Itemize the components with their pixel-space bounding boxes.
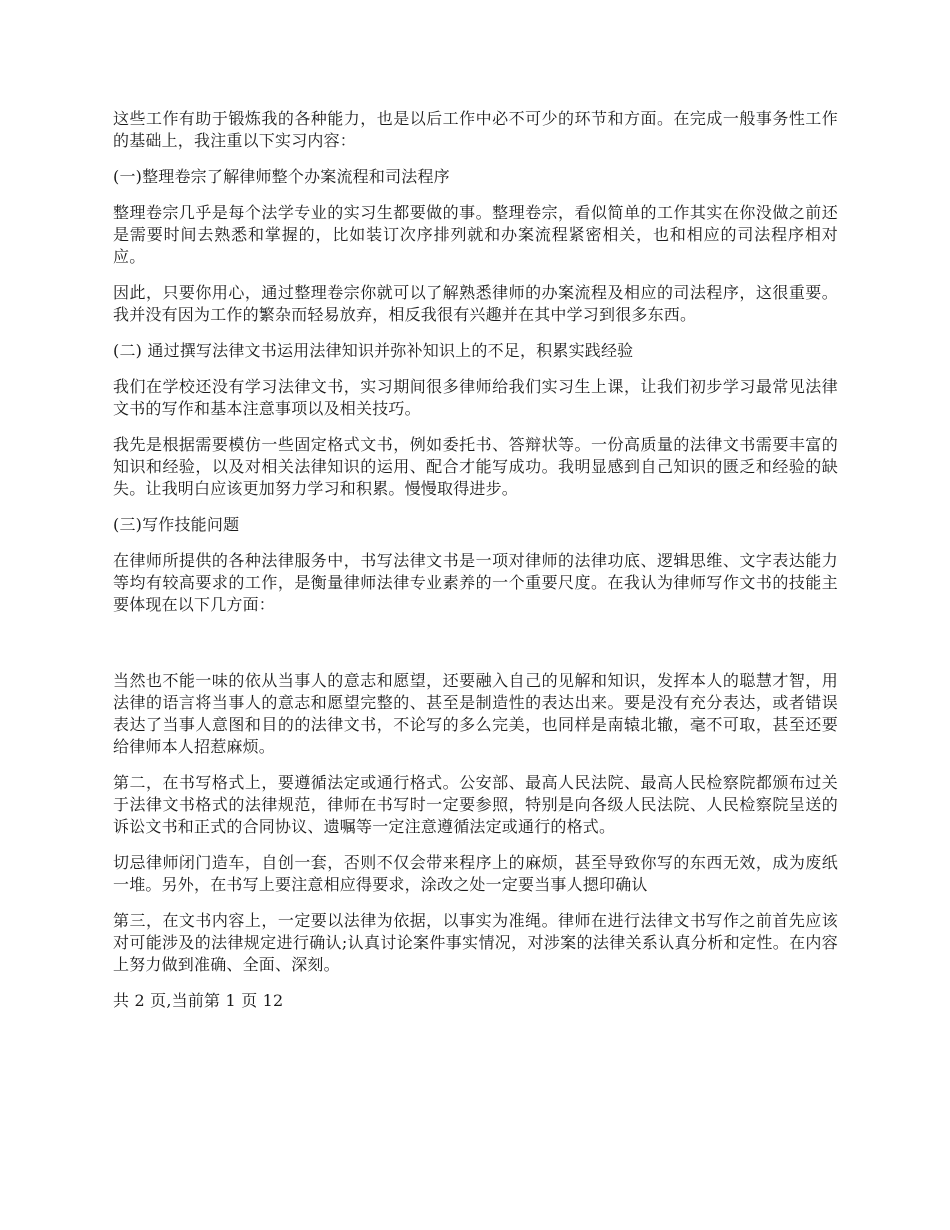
section-heading-3: (三)写作技能问题 — [113, 515, 240, 534]
paragraph-caution: 切忌律师闭门造车，自创一套，否则不仅会带来程序上的麻烦，甚至导致你写的东西无效，成为废纸一堆。另外，在书写上要注意相应得要求，涂改之处一定要当事人摁印确认 — [113, 853, 838, 894]
paragraph-archive-1: 整理卷宗几乎是每个法学专业的实习生都要做的事。整理卷宗，看似简单的工作其实在你没做之前还是需要时间去熟悉和掌握的，比如装订次序排列就和办案流程紧密相关，也和相应的司法程序相对应。 — [113, 203, 838, 266]
section-heading-1: (一)整理卷宗了解律师整个办案流程和司法程序 — [113, 167, 450, 186]
paragraph-intro: 这些工作有助于锻炼我的各种能力，也是以后工作中必不可少的环节和方面。在完成一般事务性工作的基础上，我注重以下实习内容： — [113, 109, 838, 150]
section-heading-2: (二) 通过撰写法律文书运用法律知识并弥补知识上的不足，积累实践经验 — [113, 341, 634, 360]
paragraph-documents-2: 我先是根据需要模仿一些固定格式文书，例如委托书、答辩状等。一份高质量的法律文书需要丰富的知识和经验，以及对相关法律知识的运用、配合才能写成功。我明显感到自己知识的匮乏和经验的缺失。让我明白应该更加努力学习和积累。慢慢取得进步。 — [113, 435, 838, 498]
paragraph-archive-2: 因此，只要你用心，通过整理卷宗你就可以了解熟悉律师的办案流程及相应的司法程序，这很重要。我并没有因为工作的繁杂而轻易放弃，相反我很有兴趣并在其中学习到很多东西。 — [113, 283, 838, 324]
paragraph-format: 第二，在书写格式上，要遵循法定或通行格式。公安部、最高人民法院、最高人民检察院都颁布过关于法律文书格式的法律规范，律师在书写时一定要参照，特别是向各级人民法院、人民检察院呈送的诉讼文书和正式的合同协议、遗嘱等一定注意遵循法定或通行的格式。 — [113, 773, 838, 836]
blank-gap — [113, 630, 838, 670]
page-footer: 共 2 页,当前第 1 页 12 — [113, 991, 284, 1010]
paragraph-content: 第三，在文书内容上，一定要以法律为依据，以事实为准绳。律师在进行法律文书写作之前首先应该对可能涉及的法律规定进行确认;认真讨论案件事实情况，对涉案的法律关系认真分析和定性。在内容上努力做到准确、全面、深刻。 — [113, 911, 838, 974]
document-page — [113, 108, 838, 1028]
paragraph-skills-intro: 在律师所提供的各种法律服务中，书写法律文书是一项对律师的法律功底、逻辑思维、文字表达能力等均有较高要求的工作，是衡量律师法律专业素养的一个重要尺度。在我认为律师写作文书的技能主要体现在以下几方面： — [113, 551, 838, 614]
paragraph-documents-1: 我们在学校还没有学习法律文书，实习期间很多律师给我们实习生上课，让我们初步学习最常见法律文书的写作和基本注意事项以及相关技巧。 — [113, 377, 838, 418]
paragraph-client-will: 当然也不能一味的依从当事人的意志和愿望，还要融入自己的见解和知识，发挥本人的聪慧才智，用法律的语言将当事人的意志和愿望完整的、甚至是制造性的表达出来。要是没有充分表达，或者错误表达了当事人意图和目的的法律文书，不论写的多么完美，也同样是南辕北辙，毫不可取，甚至还要给律师本人招惹麻烦。 — [113, 671, 838, 756]
